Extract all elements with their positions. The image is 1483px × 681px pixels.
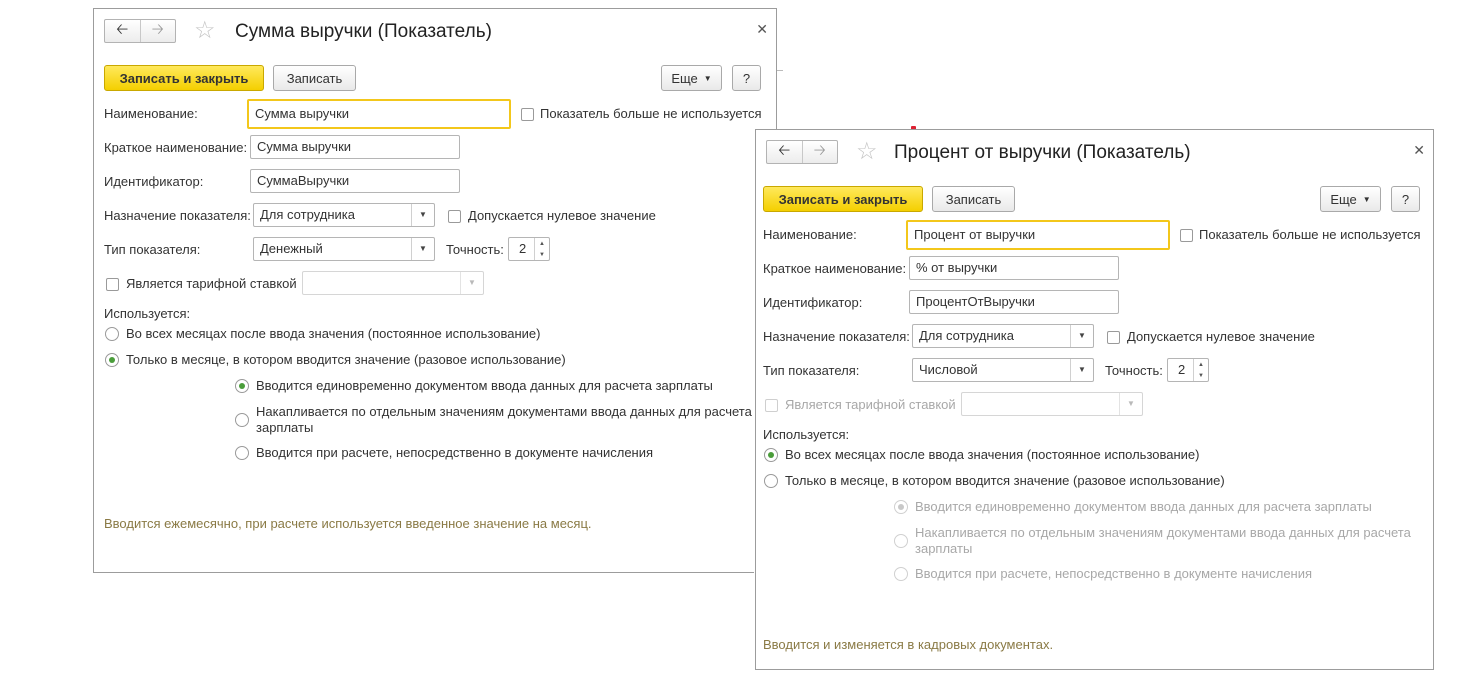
close-icon[interactable]: ✕ xyxy=(1413,142,1425,158)
not-used-checkbox[interactable] xyxy=(1180,229,1193,242)
usage-all-months-label: Во всех месяцах после ввода значения (постоянное использование) xyxy=(126,326,541,341)
window-title: Процент от выручки (Показатель) xyxy=(894,142,1191,163)
identifier-input[interactable]: СуммаВыручки xyxy=(250,169,460,193)
tariff-label: Является тарифной ставкой xyxy=(126,276,297,291)
name-label: Наименование: xyxy=(104,106,198,121)
short-name-label: Краткое наименование: xyxy=(104,140,248,155)
purpose-value: Для сотрудника xyxy=(919,328,1014,343)
chevron-down-icon[interactable]: ▼ xyxy=(411,204,434,226)
usage-title: Используется: xyxy=(104,306,191,321)
zero-allowed-label: Допускается нулевое значение xyxy=(468,208,656,223)
back-arrow-icon[interactable]: 🡠 xyxy=(767,141,803,163)
sub-one-time-radio[interactable] xyxy=(894,500,908,514)
nav-group xyxy=(104,19,176,43)
sub-on-calc-label: Вводится при расчете, непосредственно в документе начисления xyxy=(256,445,654,460)
stepper-arrows-icon[interactable]: ▲ ▼ xyxy=(534,238,549,260)
precision-label: Точность: xyxy=(1105,363,1163,378)
hint-text: Вводится ежемесячно, при расчете используется введенное значение на месяц. xyxy=(104,516,592,531)
chevron-down-icon: ▼ xyxy=(703,73,712,83)
short-name-label: Краткое наименование: xyxy=(763,261,907,276)
precision-stepper[interactable] xyxy=(508,237,550,261)
more-button[interactable] xyxy=(661,65,722,91)
usage-only-month-label: Только в месяце, в котором вводится значение (разовое использование) xyxy=(126,352,566,367)
name-input[interactable]: Процент от выручки xyxy=(906,220,1170,250)
sub-accumulate-label-1: Накапливается по отдельным значениям документами ввода данных для расчета xyxy=(915,525,1411,540)
tariff-checkbox[interactable] xyxy=(106,278,119,291)
zero-allowed-checkbox[interactable] xyxy=(448,210,461,223)
indicator-window-revenue-sum xyxy=(93,8,777,573)
usage-all-months-radio[interactable] xyxy=(764,448,778,462)
save-button[interactable]: Записать xyxy=(932,186,1015,212)
purpose-label: Назначение показателя: xyxy=(104,208,251,223)
save-button[interactable]: Записать xyxy=(273,65,356,91)
more-button[interactable] xyxy=(1320,186,1381,212)
window-title: Сумма выручки (Показатель) xyxy=(235,21,492,42)
precision-value: 2 xyxy=(1178,362,1186,377)
close-icon[interactable]: ✕ xyxy=(756,21,768,37)
chevron-down-icon[interactable]: ▼ xyxy=(1070,359,1093,381)
name-input[interactable]: Сумма выручки xyxy=(247,99,511,129)
usage-only-month-radio[interactable] xyxy=(105,353,119,367)
type-select[interactable] xyxy=(912,358,1094,382)
sub-accumulate-label-2: зарплаты xyxy=(256,420,314,435)
not-used-checkbox[interactable] xyxy=(521,108,534,121)
not-used-label: Показатель больше не используется xyxy=(1199,227,1421,242)
tariff-label: Является тарифной ставкой xyxy=(785,397,956,412)
short-name-input[interactable]: % от выручки xyxy=(909,256,1119,280)
chevron-down-icon[interactable]: ▼ xyxy=(1070,325,1093,347)
type-value: Денежный xyxy=(260,241,323,256)
more-label: Еще xyxy=(671,70,698,86)
forward-arrow-icon[interactable]: 🡢 xyxy=(813,141,826,159)
type-label: Тип показателя: xyxy=(763,363,860,378)
nav-group xyxy=(766,140,838,164)
sub-accumulate-radio[interactable] xyxy=(235,413,249,427)
type-value: Числовой xyxy=(919,362,978,377)
indicator-window-revenue-percent xyxy=(755,129,1434,670)
sub-accumulate-label-1: Накапливается по отдельным значениям документами ввода данных для расчета xyxy=(256,404,752,419)
sub-on-calc-radio[interactable] xyxy=(894,567,908,581)
zero-allowed-label: Допускается нулевое значение xyxy=(1127,329,1315,344)
identifier-input[interactable]: ПроцентОтВыручки xyxy=(909,290,1119,314)
identifier-label: Идентификатор: xyxy=(763,295,863,310)
purpose-select[interactable] xyxy=(912,324,1094,348)
save-and-close-button[interactable]: Записать и закрыть xyxy=(104,65,264,91)
usage-only-month-label: Только в месяце, в котором вводится значение (разовое использование) xyxy=(785,473,1225,488)
usage-title: Используется: xyxy=(763,427,850,442)
sub-accumulate-label-2: зарплаты xyxy=(915,541,973,556)
purpose-select[interactable] xyxy=(253,203,435,227)
tariff-select[interactable] xyxy=(961,392,1143,416)
sub-one-time-label: Вводится единовременно документом ввода данных для расчета зарплаты xyxy=(915,499,1372,514)
usage-all-months-radio[interactable] xyxy=(105,327,119,341)
short-name-input[interactable]: Сумма выручки xyxy=(250,135,460,159)
type-label: Тип показателя: xyxy=(104,242,201,257)
chevron-down-icon: ▼ xyxy=(1119,393,1142,415)
type-select[interactable] xyxy=(253,237,435,261)
favorite-star-icon[interactable]: ☆ xyxy=(856,138,878,165)
purpose-label: Назначение показателя: xyxy=(763,329,910,344)
sub-one-time-radio[interactable] xyxy=(235,379,249,393)
help-button[interactable]: ? xyxy=(732,65,761,91)
usage-only-month-radio[interactable] xyxy=(764,474,778,488)
sub-accumulate-radio[interactable] xyxy=(894,534,908,548)
sub-one-time-label: Вводится единовременно документом ввода данных для расчета зарплаты xyxy=(256,378,713,393)
sub-on-calc-radio[interactable] xyxy=(235,446,249,460)
tariff-checkbox[interactable] xyxy=(765,399,778,412)
tariff-select[interactable] xyxy=(302,271,484,295)
chevron-down-icon: ▼ xyxy=(460,272,483,294)
forward-arrow-icon[interactable]: 🡢 xyxy=(151,20,164,38)
stepper-arrows-icon[interactable]: ▲ ▼ xyxy=(1193,359,1208,381)
favorite-star-icon[interactable]: ☆ xyxy=(194,17,216,44)
zero-allowed-checkbox[interactable] xyxy=(1107,331,1120,344)
not-used-label: Показатель больше не используется xyxy=(540,106,762,121)
precision-stepper[interactable] xyxy=(1167,358,1209,382)
window-edge-tick xyxy=(777,70,783,71)
chevron-down-icon[interactable]: ▼ xyxy=(411,238,434,260)
precision-label: Точность: xyxy=(446,242,504,257)
usage-all-months-label: Во всех месяцах после ввода значения (постоянное использование) xyxy=(785,447,1200,462)
help-button[interactable]: ? xyxy=(1391,186,1420,212)
identifier-label: Идентификатор: xyxy=(104,174,204,189)
back-arrow-icon[interactable]: 🡠 xyxy=(105,20,141,42)
more-label: Еще xyxy=(1330,191,1357,207)
precision-value: 2 xyxy=(519,241,527,256)
purpose-value: Для сотрудника xyxy=(260,207,355,222)
hint-text: Вводится и изменяется в кадровых документах. xyxy=(763,637,1054,652)
chevron-down-icon: ▼ xyxy=(1362,194,1371,204)
name-label: Наименование: xyxy=(763,227,857,242)
sub-on-calc-label: Вводится при расчете, непосредственно в документе начисления xyxy=(915,566,1313,581)
save-and-close-button[interactable]: Записать и закрыть xyxy=(763,186,923,212)
